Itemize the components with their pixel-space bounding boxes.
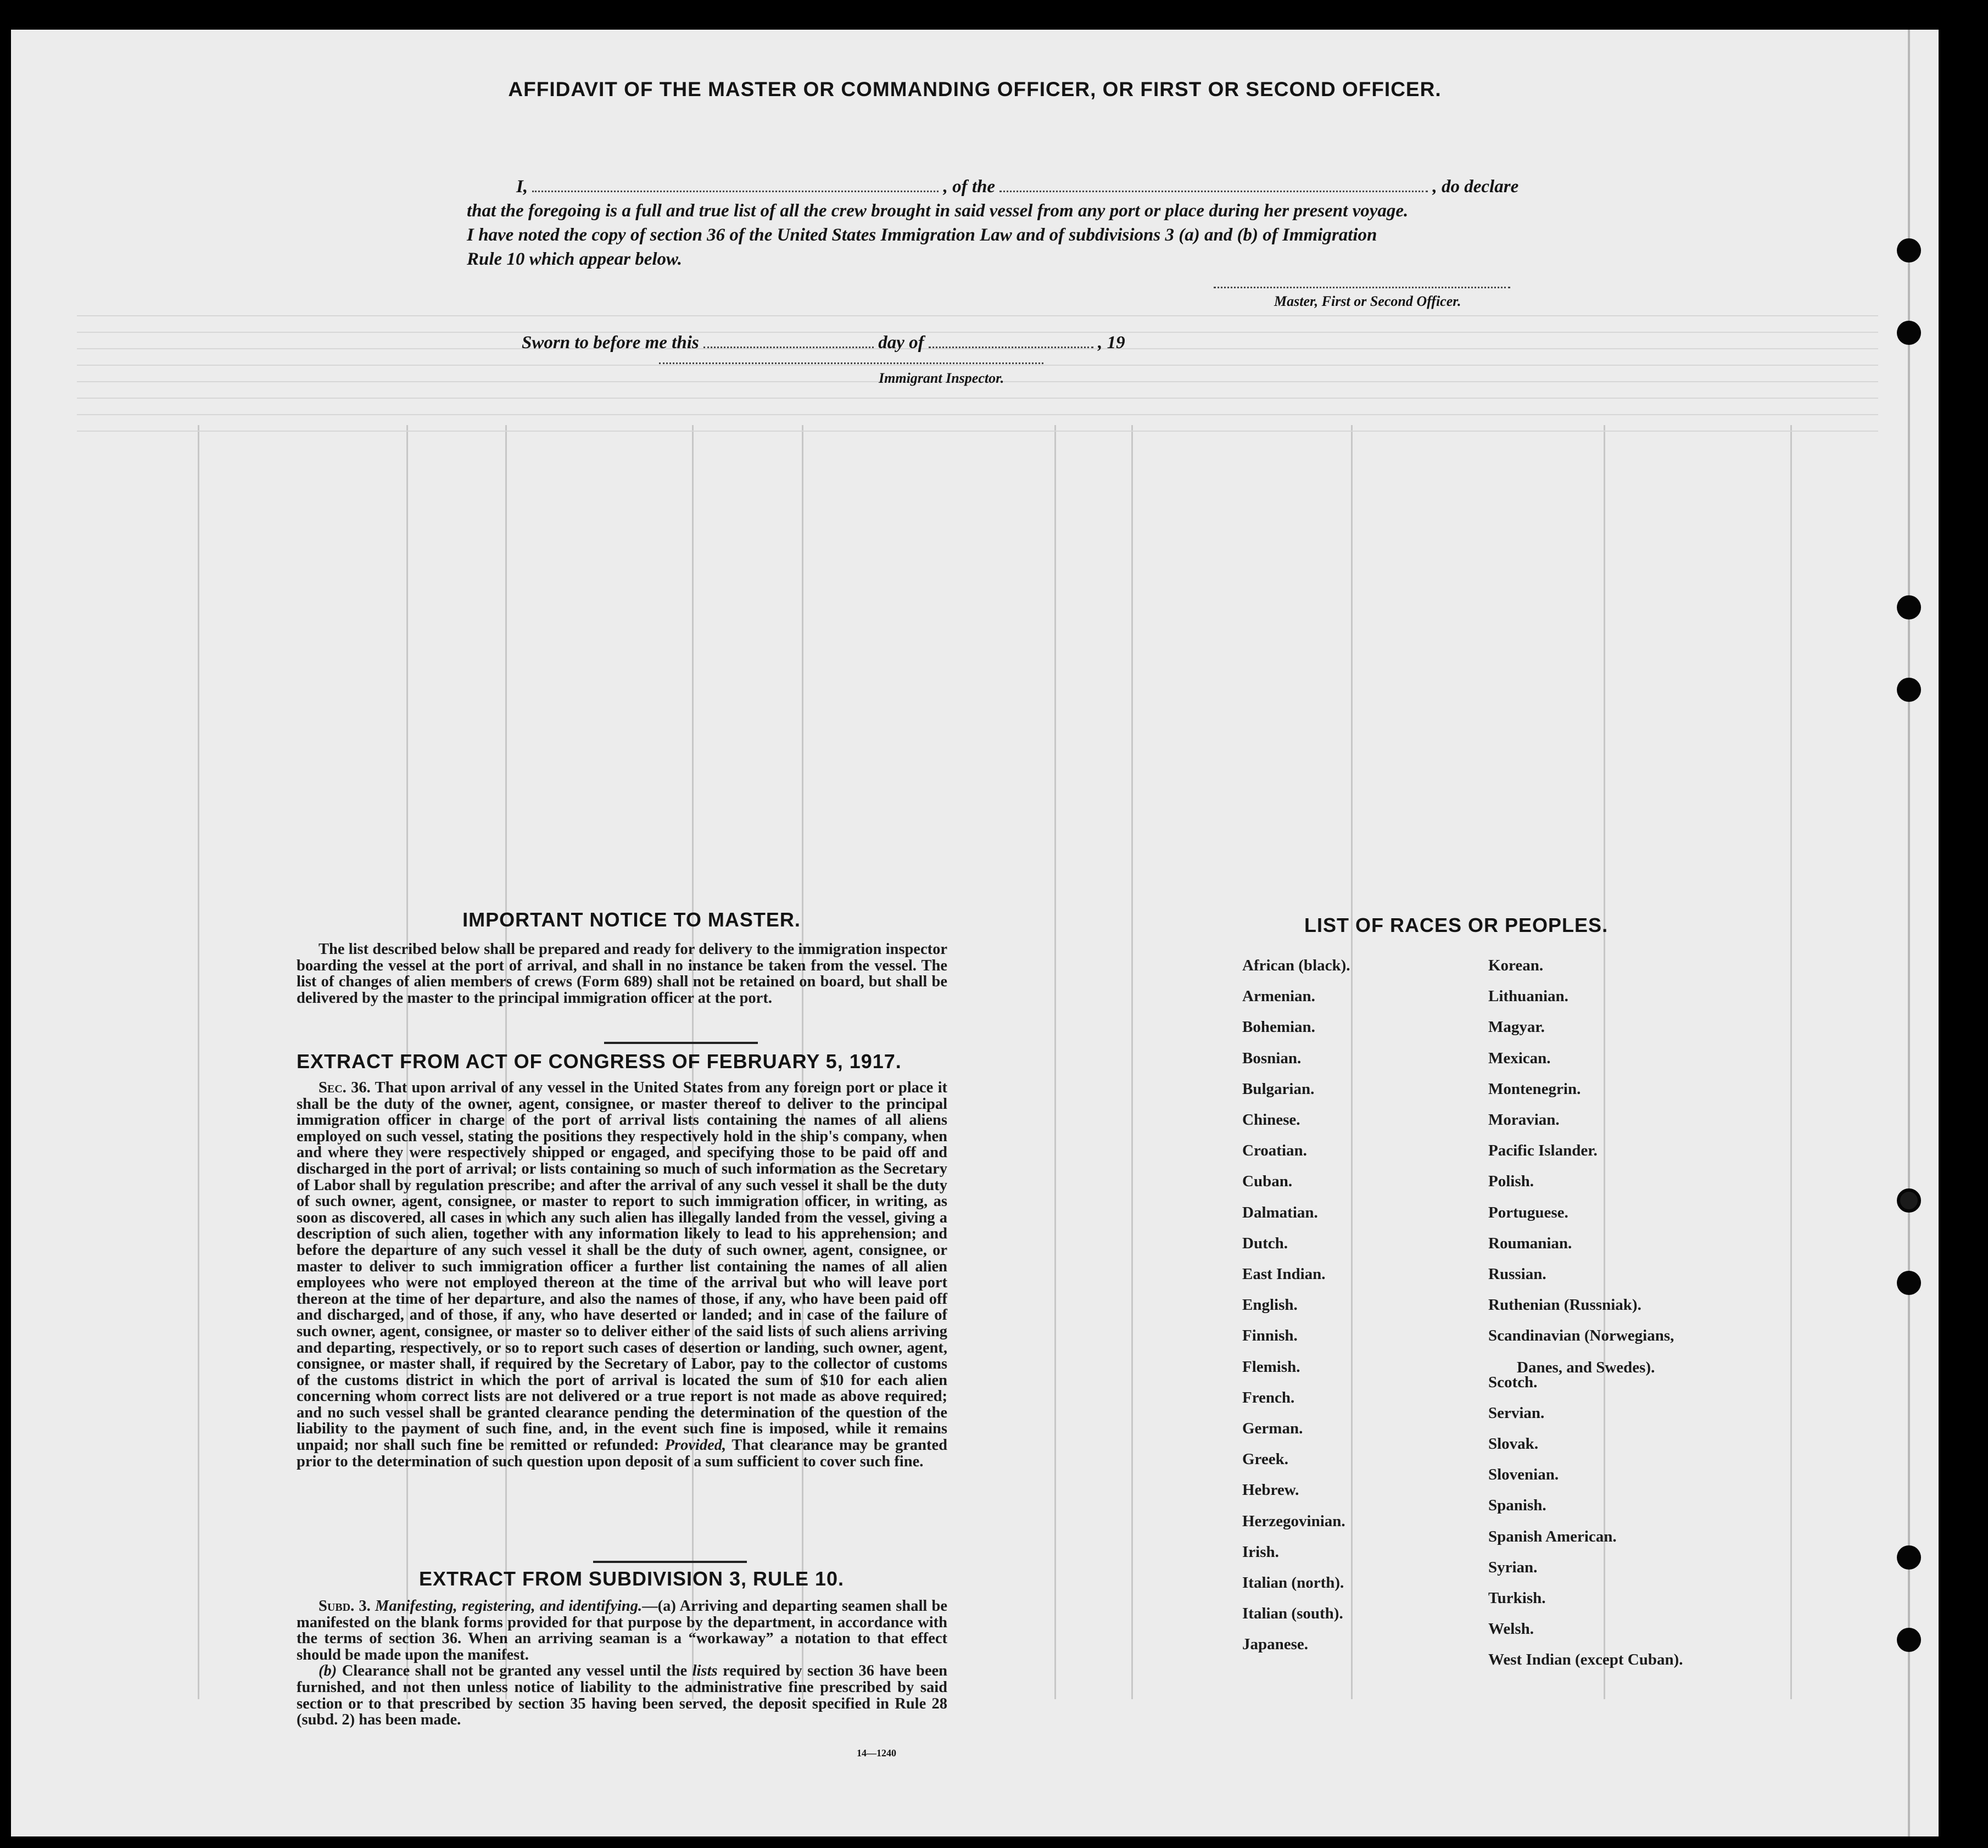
race-right-item: Mexican. xyxy=(1488,1049,1551,1067)
inspector-label: Immigrant Inspector. xyxy=(879,370,1004,386)
race-left-item: Herzegovinian. xyxy=(1242,1512,1345,1530)
race-left-item: Hebrew. xyxy=(1242,1481,1299,1499)
affidavit-line-2: that the foregoing is a full and true list of all the crew brought in said vessel from any port or place during her present voyage. xyxy=(467,201,1409,221)
race-right-item: Montenegrin. xyxy=(1488,1080,1581,1098)
notice-text: The list described below shall be prepared and ready for delivery to the immigration inspector boarding the vessel at the port of arrival, and shall in no instance be taken from the vessel. The list of changes of alien members of crews (Form 689) shall not be retained on board, but shall be delivered by the master to the principal immigration officer at the port. xyxy=(297,941,947,1007)
ghost-column-line xyxy=(1131,425,1133,1699)
race-left-item: German. xyxy=(1242,1420,1303,1437)
race-right-item: Ruthenian (Russniak). xyxy=(1488,1296,1641,1314)
affidavit-i: I, xyxy=(516,177,528,197)
race-left-item: Dalmatian. xyxy=(1242,1203,1318,1221)
sworn-text: Sworn to before me this xyxy=(522,333,699,353)
divider-1 xyxy=(604,1042,758,1044)
sworn-month-blank xyxy=(929,343,1093,348)
race-left-item: Bulgarian. xyxy=(1242,1080,1315,1098)
race-right-item: Servian. xyxy=(1488,1404,1545,1422)
race-left-item: Armenian. xyxy=(1242,987,1315,1006)
affidavit-line-3: I have noted the copy of section 36 of the United States Immigration Law and of subdivisions 3 (a) and (b) of Immigration xyxy=(467,225,1377,245)
provided-text: Provided, xyxy=(664,1437,727,1454)
race-right-item: Spanish. xyxy=(1488,1497,1546,1515)
race-left-item: African (black). xyxy=(1242,957,1350,974)
para-b-lists: lists xyxy=(692,1662,718,1680)
notice-body xyxy=(297,941,947,1006)
ghost-header-line xyxy=(77,315,1878,316)
race-right-item: Polish. xyxy=(1488,1173,1534,1191)
race-left-item: Cuban. xyxy=(1242,1173,1293,1191)
race-left-item: Italian (north). xyxy=(1242,1574,1344,1592)
race-left-item: Finnish. xyxy=(1242,1327,1298,1345)
ghost-column-line xyxy=(1351,425,1353,1699)
extract-act-body xyxy=(297,1080,947,1470)
inspector-signature-line xyxy=(659,359,1043,364)
ghost-header-line xyxy=(77,365,1878,366)
race-left-item: East Indian. xyxy=(1242,1265,1326,1283)
punch-hole xyxy=(1897,1545,1921,1570)
subd-para-a: —(a) Arriving and departing seamen shall be manifested on the blank forms provided for that purpose by the department, in accordance with the terms of section 36. When an arriving seaman is a “workaway” a notation to that effect should be made upon the manifest. xyxy=(297,1598,948,1663)
race-right-item: Korean. xyxy=(1488,957,1544,974)
punch-hole xyxy=(1897,238,1921,263)
day-of-text: day of xyxy=(878,333,924,353)
document-page xyxy=(11,30,1939,1836)
para-b-label: (b) xyxy=(319,1662,337,1680)
para-b-text-1: Clearance shall not be granted any vessel until the xyxy=(342,1662,688,1680)
extract-act-title: EXTRACT FROM ACT OF CONGRESS OF FEBRUARY 5, 1917. xyxy=(297,1050,902,1073)
race-left-item: Italian (south). xyxy=(1242,1605,1343,1623)
ghost-header-line xyxy=(77,398,1878,399)
punch-hole xyxy=(1897,678,1921,702)
race-left-item: Croatian. xyxy=(1242,1142,1307,1160)
races-title: LIST OF RACES OR PEOPLES. xyxy=(1304,914,1609,936)
race-right-item: Syrian. xyxy=(1488,1558,1538,1576)
affidavit-title: AFFIDAVIT OF THE MASTER OR COMMANDING OFFICER, OR FIRST OR SECOND OFFICER. xyxy=(508,78,1442,101)
form-number: 14—1240 xyxy=(857,1747,896,1758)
race-scandinavian-cont: Danes, and Swedes). xyxy=(1517,1359,1655,1376)
race-right-item: Spanish American. xyxy=(1488,1527,1617,1545)
affidavit-line-4: Rule 10 which appear below. xyxy=(467,249,683,269)
name-blank xyxy=(532,187,939,192)
race-left-item: Flemish. xyxy=(1242,1358,1300,1376)
ghost-column-line xyxy=(1604,425,1605,1699)
race-right-item: Moravian. xyxy=(1488,1111,1560,1129)
race-right-item: Welsh. xyxy=(1488,1620,1534,1638)
race-right-item: Magyar. xyxy=(1488,1018,1545,1036)
subd-italic: Manifesting, registering, and identifying. xyxy=(375,1598,643,1615)
punch-hole xyxy=(1897,1628,1921,1652)
ghost-column-line xyxy=(1054,425,1056,1699)
race-left-item: Dutch. xyxy=(1242,1234,1288,1252)
race-right-item: Russian. xyxy=(1488,1265,1546,1283)
sec-36-label: Sec. 36. xyxy=(319,1079,371,1096)
race-right-item: Portuguese. xyxy=(1488,1203,1568,1221)
race-right-item: Scandinavian (Norwegians, xyxy=(1488,1327,1674,1345)
race-left-item: Irish. xyxy=(1242,1543,1279,1561)
race-left-item: Japanese. xyxy=(1242,1635,1309,1654)
ghost-column-line xyxy=(198,425,199,1699)
sec-36-text-end: That clearance may be granted prior to the determination of such question upon deposit of a sum sufficient to cover such fine. xyxy=(297,1437,947,1470)
divider-2 xyxy=(593,1561,747,1563)
notice-title: IMPORTANT NOTICE TO MASTER. xyxy=(462,908,801,931)
sworn-day-blank xyxy=(703,343,874,348)
race-left-item: English. xyxy=(1242,1296,1298,1314)
ghost-header-line xyxy=(77,431,1878,432)
sworn-line xyxy=(522,333,1125,353)
extract-rule-body xyxy=(297,1598,947,1728)
race-right-item: West Indian (except Cuban). xyxy=(1488,1651,1683,1669)
master-label: Master, First or Second Officer. xyxy=(1274,293,1461,309)
race-left-item: French. xyxy=(1242,1388,1295,1406)
punch-hole xyxy=(1897,1188,1921,1213)
affidavit-declare: , do declare xyxy=(1432,177,1519,197)
punch-hole xyxy=(1897,595,1921,619)
race-right-item: Slovenian. xyxy=(1488,1466,1559,1484)
race-left-item: Bosnian. xyxy=(1242,1049,1302,1067)
race-left-item: Greek. xyxy=(1242,1450,1289,1469)
race-right-item: Lithuanian. xyxy=(1488,987,1568,1006)
punch-hole xyxy=(1897,321,1921,345)
race-right-item: Scotch. xyxy=(1488,1373,1538,1391)
affidavit-line-1 xyxy=(516,177,1518,197)
vessel-blank xyxy=(999,187,1428,192)
race-right-item: Turkish. xyxy=(1488,1589,1546,1607)
race-right-item: Pacific Islander. xyxy=(1488,1142,1598,1160)
punch-hole xyxy=(1897,1271,1921,1295)
ghost-column-line xyxy=(1790,425,1792,1699)
year-text: , 19 xyxy=(1098,333,1125,353)
affidavit-of-the: , of the xyxy=(943,177,996,197)
master-signature-line xyxy=(1214,283,1510,288)
race-right-item: Slovak. xyxy=(1488,1435,1539,1453)
race-left-item: Chinese. xyxy=(1242,1111,1300,1129)
sec-36-text: That upon arrival of any vessel in the United States from any foreign port or place it shall be the duty of the owner, agent, consignee, or master thereof to deliver to the principal immigration officer in charge of the port of arrival lists containing the names of all aliens employed on such vessel, stating the positions they respectively hold in the ship's company, when and where they were respectively shipped or engaged, and specifying those to be paid off and discharged in the port of arrival; or lists containing so much of such information as the Secretary of Labor shall by regulation prescribe; and after the arrival of any such vessel it shall be the duty of such owner, agent, consignee, or master to report to such immigration officer, in writing, as soon as discovered, all cases in which any such alien has illegally landed from the vessel, giving a description of such alien, together with any information likely to lead to his apprehension; and before the departure of any such vessel it shall be the duty of such owner, agent, consignee, or master to deliver to such immigration officer a further list containing the names of all alien employees who were not employed thereon at the time of the arrival but who will leave port thereon at the time of her departure, and also the names of those, if any, who have been paid off and discharged, and of those, if any, who have deserted or landed; and in case of the failure of such owner, agent, consignee, or master so to deliver either of the said lists of such aliens arriving and departing, respectively, or so to report such cases of desertion or landing, such owner, agent, consignee, or master shall, if required by the Secretary of Labor, pay to the collector of customs of the customs district in which the port of arrival is located the sum of $10 for each alien concerning whom correct lists are not delivered or a true report is not made as above required; and no such vessel shall be granted clearance pending the determination of the question of the liability to the payment of such fine, and, in the event such fine is imposed, while it remains unpaid; nor shall such fine be remitted or refunded: xyxy=(297,1079,947,1454)
race-right-item: Roumanian. xyxy=(1488,1234,1572,1252)
subd-label: Subd. 3. xyxy=(319,1598,371,1615)
extract-rule-title: EXTRACT FROM SUBDIVISION 3, RULE 10. xyxy=(418,1567,845,1590)
race-left-item: Bohemian. xyxy=(1242,1018,1315,1036)
para-b-text-2: required by section 36 have been furnished, and not then unless notice of liability to the administrative fine prescribed by said section or to that prescribed by section 35 having been served, the deposit specified in Rule 28 (subd. 2) has been made. xyxy=(297,1662,948,1729)
ghost-header-line xyxy=(77,414,1878,415)
